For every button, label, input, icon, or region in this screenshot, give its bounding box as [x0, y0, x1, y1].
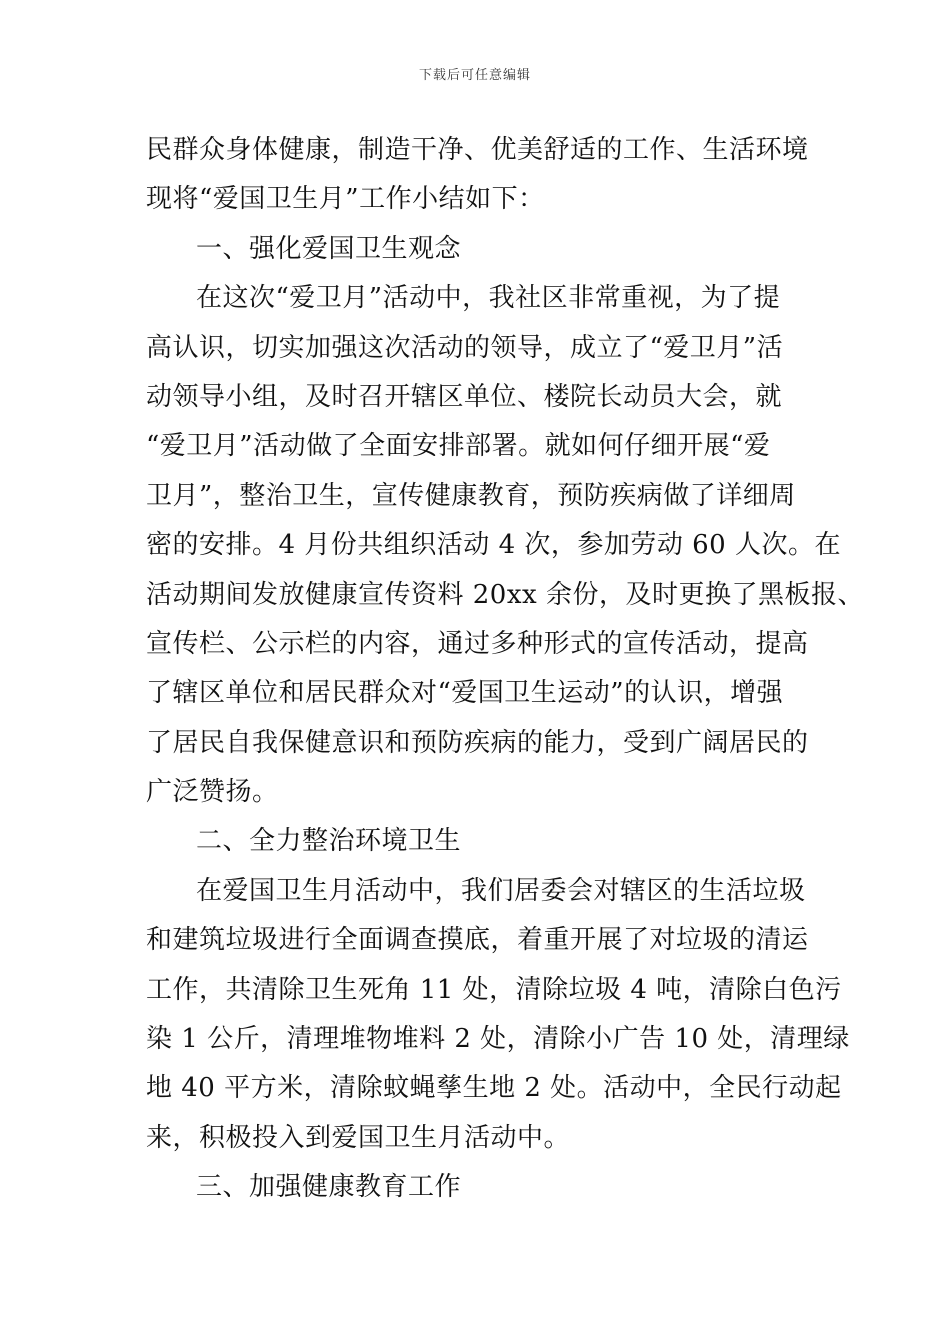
paragraph-line: 动领导小组，及时召开辖区单位、楼院长动员大会，就: [146, 381, 783, 412]
paragraph-line: 在这次“爱卫月”活动中，我社区非常重视，为了提: [196, 283, 781, 314]
paragraph-line: 密的安排。4 月份共组织活动 4 次，参加劳动 60 人次。在: [146, 530, 841, 561]
page-header: 下载后可任意编辑: [418, 68, 531, 83]
section-heading: 三、加强健康教育工作: [196, 1172, 462, 1203]
paragraph-line: 宣传栏、公示栏的内容，通过多种形式的宣传活动，提高: [146, 628, 809, 659]
paragraph-line: 现将“爱国卫生月”工作小结如下：: [146, 184, 545, 215]
section-heading: 二、全力整治环境卫生: [196, 826, 462, 857]
paragraph-line: 和建筑垃圾进行全面调查摸底，着重开展了对垃圾的清运: [146, 925, 809, 956]
paragraph-line: 地 40 平方米，清除蚊蝇孳生地 2 处。活动中，全民行动起: [146, 1073, 842, 1104]
section-heading: 一、强化爱国卫生观念: [196, 233, 462, 264]
paragraph-line: 活动期间发放健康宣传资料 20xx 余份，及时更换了黑板报、: [146, 579, 864, 610]
paragraph-line: 了辖区单位和居民群众对“爱国卫生运动”的认识，增强: [146, 678, 784, 709]
paragraph-line: 染 1 公斤，清理堆物堆料 2 处，清除小广告 10 处，清理绿: [146, 1024, 850, 1055]
paragraph-line: 卫月”，整治卫生，宣传健康教育，预防疾病做了详细周: [146, 480, 796, 511]
paragraph-line: 来，积极投入到爱国卫生月活动中。: [146, 1122, 571, 1153]
document-body: [146, 126, 864, 1213]
paragraph-line: 在爱国卫生月活动中，我们居委会对辖区的生活垃圾: [196, 875, 806, 906]
paragraph-line: 民群众身体健康，制造干净、优美舒适的工作、生活环境: [146, 135, 809, 165]
paragraph-line: “爱卫月”活动做了全面安排部署。就如何仔细开展“爱: [146, 431, 771, 462]
paragraph-line: 工作，共清除卫生死角 11 处，清除垃圾 4 吨，清除白色污: [146, 974, 842, 1005]
paragraph-line: 广泛赞扬。: [146, 777, 279, 808]
paragraph-line: 了居民自我保健意识和预防疾病的能力，受到广阔居民的: [146, 727, 809, 758]
paragraph-line: 高认识，切实加强这次活动的领导，成立了“爱卫月”活: [146, 332, 784, 363]
